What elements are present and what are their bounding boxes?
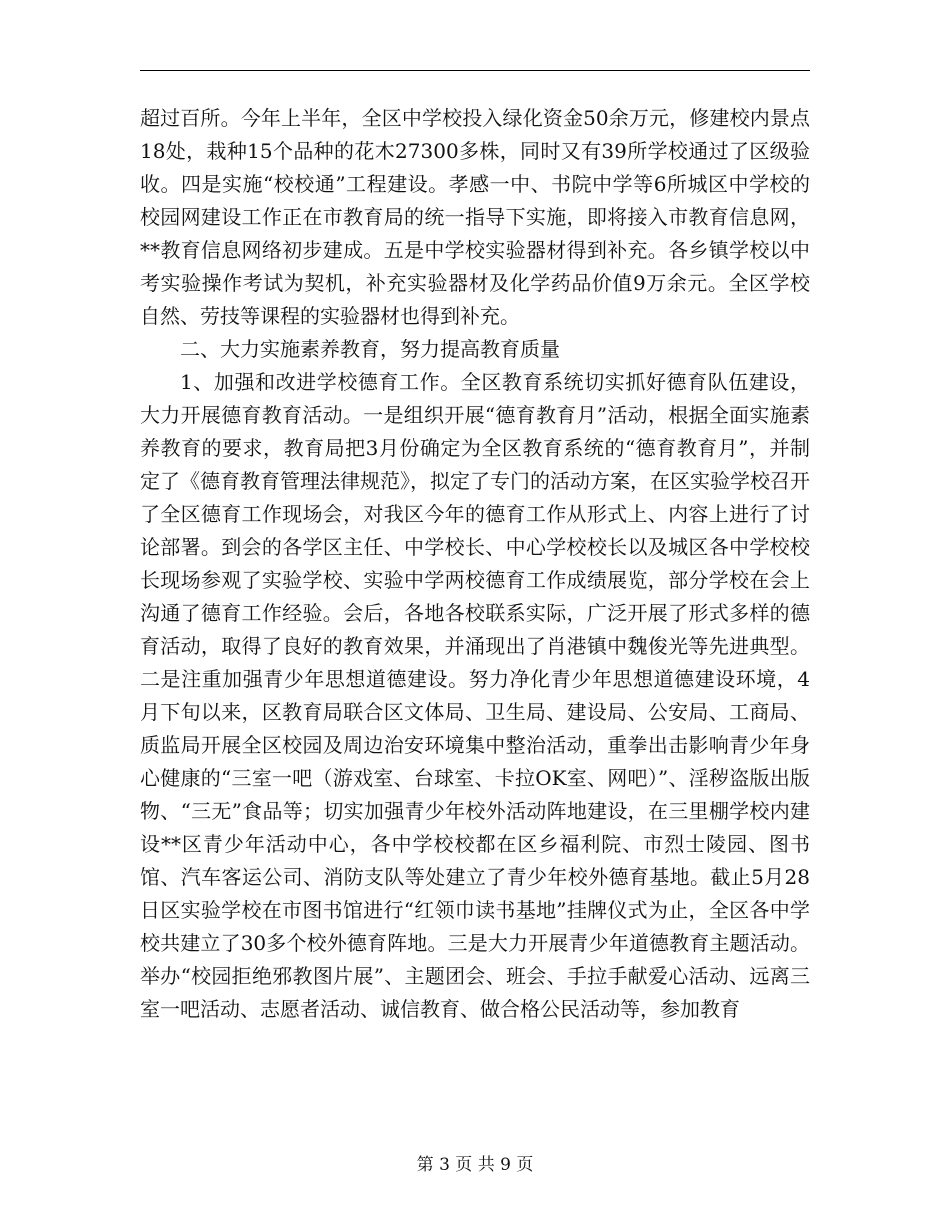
paragraph-continuation: 超过百所。今年上半年，全区中学校投入绿化资金50余万元，修建校内景点18处，栽种15个品种的花木27300多株，同时又有39所学校通过了区级验收。四是实施“校校通”工程建设。孝感一中、书院中学等6所城区中学校的校园网建设工作正在市教育局的统一指导下实施，即将接入市教育信息网，**教育信息网络初步建成。五是中学校实验器材得到补充。各乡镇学校以中考实验操作考试为契机，补充实验器材及化学药品价值9万余元。全区学校自然、劳技等课程的实验器材也得到补充。	[140, 106, 810, 328]
section-heading: 二、大力实施素养教育，努力提高教育质量	[180, 337, 560, 361]
paragraph-moral-education: 1、加强和改进学校德育工作。全区教育系统切实抓好德育队伍建设，大力开展德育教育活动。一是组织开展“德育教育月”活动，根据全面实施素养教育的要求，教育局把3月份确定为全区教育系统的“德育教育月”，并制定了《德育教育管理法律规范》，拟定了专门的活动方案，在区实验学校召开了全区德育工作现场会，对我区今年的德育工作从形式上、内容上进行了讨论部署。到会的各学区主任、中学校长、中心学校校长以及城区各中学校校长现场参观了实验学校、实验中学两校德育工作成绩展览，部分学校在会上沟通了德育工作经验。会后，各地各校联系实际，广泛开展了形式多样的德育活动，取得了良好的教育效果，并涌现出了肖港镇中魏俊光等先进典型。二是注重加强青少年思想道德建设。努力净化青少年思想道德建设环境，4月下旬以来，区教育局联合区文体局、卫生局、建设局、公安局、工商局、质监局开展全区校园及周边治安环境集中整治活动，重拳出击影响青少年身心健康的“三室一吧（游戏室、台球室、卡拉OK室、网吧）”、淫秽盗版出版物、“三无”食品等；切实加强青少年校外活动阵地建设，在三里棚学校内建设**区青少年活动中心，各中学校校都在区乡福利院、市烈士陵园、图书馆、汽车客运公司、消防支队等处建立了青少年校外德育基地。截止5月28日区实验学校在市图书馆进行“红领巾读书基地”挂牌仪式为止，全区各中学校共建立了30多个校外德育阵地。三是大力开展青少年道德教育主题活动。举办“校园拒绝邪教图片展”、主题团会、班会、手拉手献爱心活动、远离三室一吧活动、志愿者活动、诚信教育、做合格公民活动等，参加教育	[140, 370, 810, 1021]
header-rule	[140, 70, 810, 71]
document-body	[140, 102, 810, 1026]
page-footer: 第 3 页 共 9 页	[416, 1155, 534, 1175]
